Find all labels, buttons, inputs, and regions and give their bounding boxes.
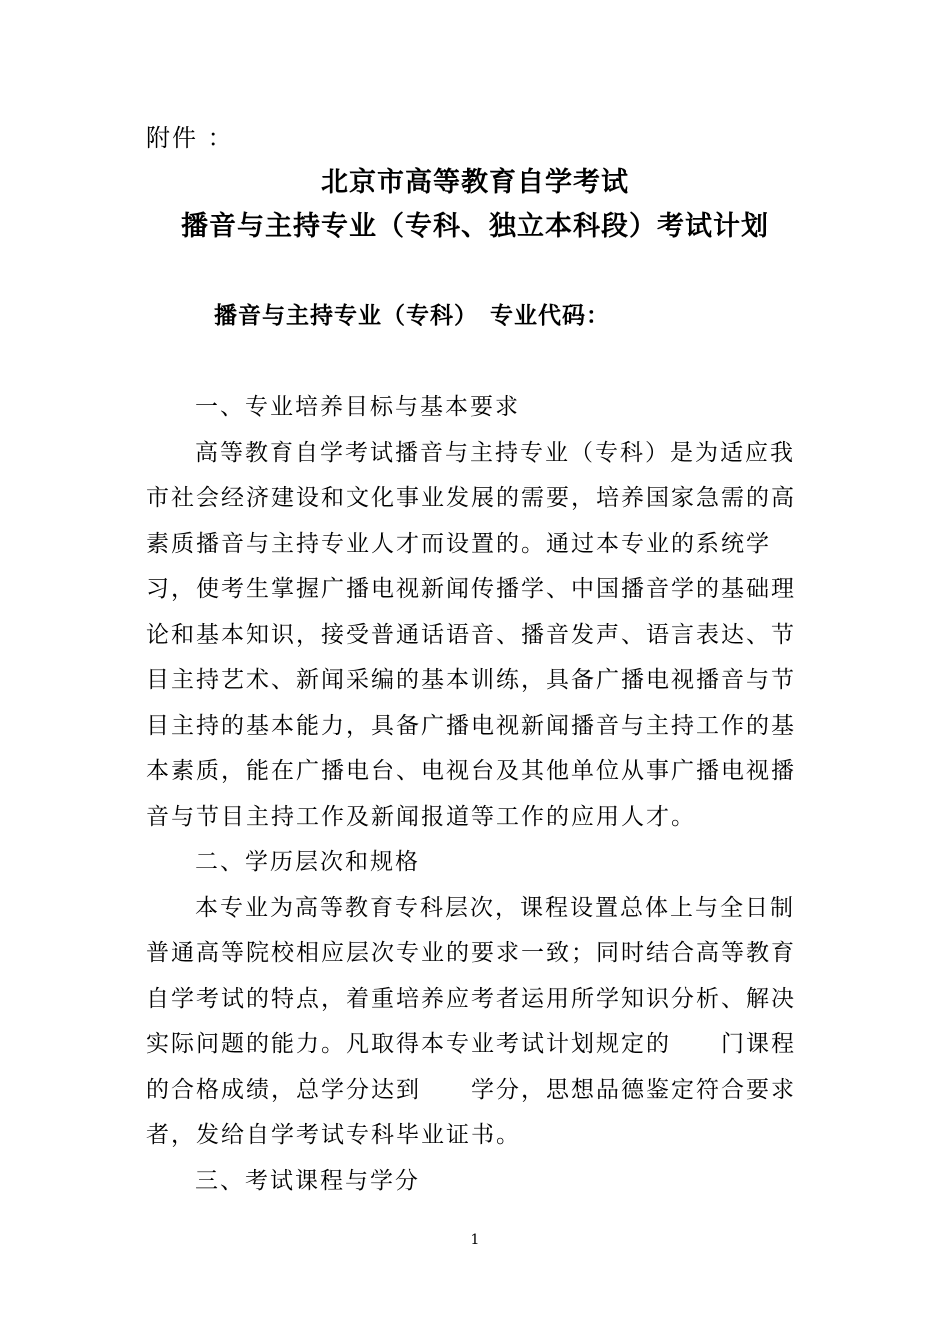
paragraph-line: 目主持的基本能力，具备广播电视新闻播音与主持工作的基 xyxy=(146,712,796,739)
paragraph-line: 目主持艺术、新闻采编的基本训练，具备广播电视播音与节 xyxy=(146,667,796,693)
paragraph-line: 本素质，能在广播电台、电视台及其他单位从事广播电视播 xyxy=(146,758,796,784)
paragraph-line: 者，发给自学考试专科毕业证书。 xyxy=(146,1122,521,1148)
major-name: 播音与主持专业（专科） xyxy=(214,303,478,329)
paragraph-line: 习，使考生掌握广播电视新闻传播学、中国播音学的基础理 xyxy=(146,576,796,602)
document-title-line-2: 播音与主持专业（专科、独立本科段）考试计划 xyxy=(181,211,769,242)
attachment-label: 附件 ： xyxy=(146,124,234,152)
section-heading: 一、专业培养目标与基本要求 xyxy=(195,394,520,420)
paragraph-line: 自学考试的特点，着重培养应考者运用所学知识分析、解决 xyxy=(146,985,796,1012)
paragraph-line: 市社会经济建设和文化事业发展的需要，培养国家急需的高 xyxy=(146,485,796,511)
paragraph-line: 高等教育自学考试播音与主持专业（专科）是为适应我 xyxy=(195,439,795,466)
major-code-label: 专业代码： xyxy=(490,303,610,329)
paragraph-line: 论和基本知识，接受普通话语音、播音发声、语言表达、节 xyxy=(146,621,796,648)
credits-text: 的合格成绩，总学分达到 xyxy=(146,1076,421,1103)
paragraph-line: 本专业为高等教育专科层次，课程设置总体上与全日制 xyxy=(195,894,795,921)
paragraph-line: 普通高等院校相应层次专业的要求一致；同时结合高等教育 xyxy=(146,940,796,966)
paragraph-line: 音与节目主持工作及新闻报道等工作的应用人才。 xyxy=(146,803,696,830)
paragraph-line: 素质播音与主持专业人才而设置的。通过本专业的系统学 xyxy=(146,530,771,557)
document-title-line-1: 北京市高等教育自学考试 xyxy=(321,167,629,198)
section-heading: 三、考试课程与学分 xyxy=(195,1167,420,1194)
paragraph-line xyxy=(146,1068,836,1114)
major-code-line xyxy=(214,297,610,330)
section-1 xyxy=(146,385,836,1204)
course-count-text: 实际问题的能力。凡取得本专业考试计划规定的 xyxy=(146,1031,671,1057)
page-number: 1 xyxy=(470,1232,480,1248)
section-heading: 二、学历层次和规格 xyxy=(195,849,420,875)
course-count-unit: 门课程 xyxy=(721,1031,796,1057)
paragraph-line xyxy=(146,1022,836,1068)
credits-unit: 学分，思想品德鉴定符合要求 xyxy=(471,1076,796,1103)
